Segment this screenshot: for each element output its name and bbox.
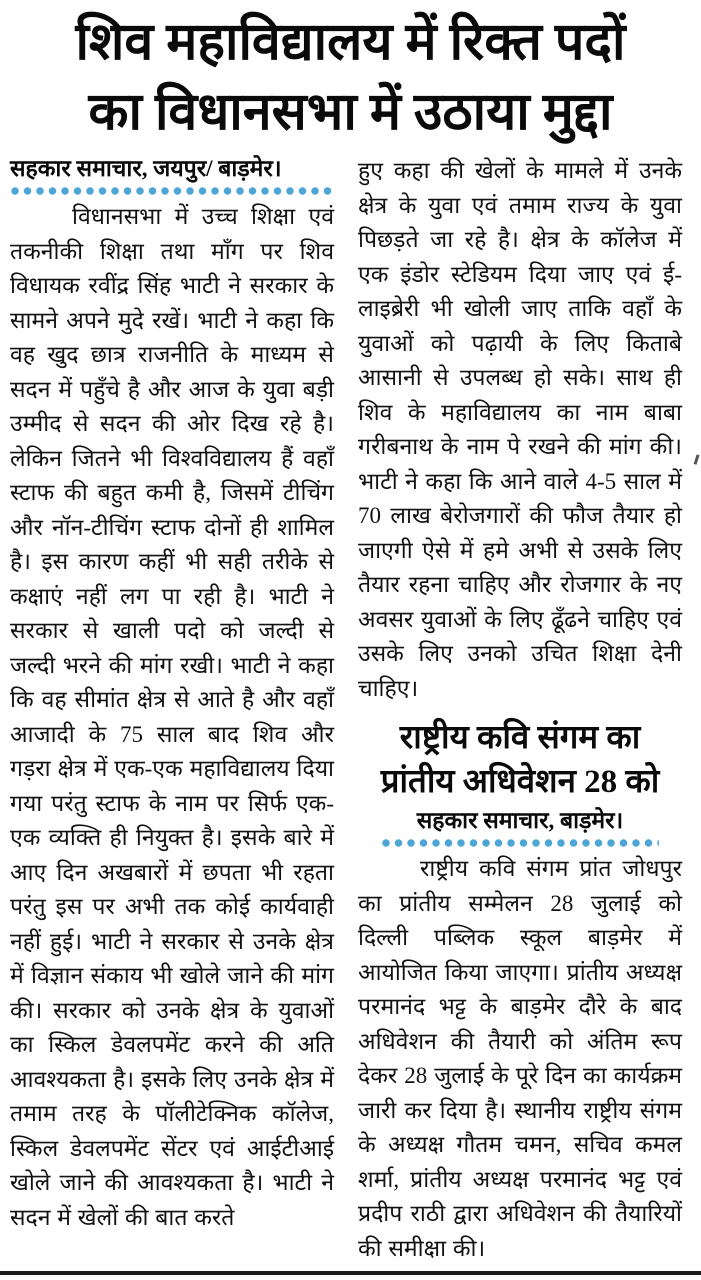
bottom-rule <box>0 1271 701 1275</box>
article2-headline <box>358 716 682 804</box>
dotted-separator <box>10 186 334 196</box>
dotted-separator <box>381 838 660 848</box>
right-column <box>358 154 682 1266</box>
article1-body-column2: हुए कहा की खेलों के मामले में उनके क्षेत्र के युवा एवं तमाम राज्य के युवा पिछड़ते जा रहे है। क्षेत्र के कॉलेज में एक इंडोर स्टेडियम दिया जाए एवं ई-लाइब्रेरी भी खोली जाए ताकि वहाँ के युवाओं को पढ़ायी के लिए किताबे आसानी से उपलब्ध हो सके। साथ ही शिव के महाविद्यालय का नाम बाबा गरीबनाथ के नाम पे रखने की मांग की। भाटी ने कहा कि आने वाले 4-5 साल में 70 लाख बेरोजगारों की फौज तैयार हो जाएगी ऐसे में हमे अभी से उसके लिए तैयार रहना चाहिए और रोजगार के नए अवसर युवाओं के लिए ढूँढने चाहिए एवं उसके लिए उनको उचित शिक्षा देनी चाहिए। <box>358 158 682 701</box>
article2-headline-line-1: राष्ट्रीय कवि संगम का <box>399 720 641 756</box>
article2-body: राष्ट्रीय कवि संगम प्रांत जोधपुर का प्रांतीय सम्मेलन 28 जुलाई को दिल्ली पब्लिक स्कूल बाड़मेर में आयोजित किया जाएगा। प्रांतीय अध्यक्ष परमानंद भट्ट के बाड़मेर दौरे के बाद अधिवेशन की तैयारी को अंतिम रूप देकर 28 जुलाई के पूरे दिन का कार्यक्रम जारी कर दिया है। स्थानीय राष्ट्रीय संगम के अध्यक्ष गौतम चमन, सचिव कमल शर्मा, प्रांतीय अध्यक्ष परमानंद भट्ट एवं प्रदीप राठी द्वारा अधिवेशन की तैयारियों की समीक्षा की। <box>358 856 682 1261</box>
headline-line-1: शिव महाविद्यालय में रिक्त पदों <box>75 14 626 71</box>
article1-byline: सहकार समाचार, जयपुर/ बाड़मेर। <box>10 156 282 181</box>
article2-headline-line-2: प्रांतीय अधिवेशन 28 को <box>380 764 660 800</box>
main-headline <box>6 8 695 148</box>
article-columns <box>6 154 695 1266</box>
headline-line-2: का विधानसभा में उठाया मुद्दा <box>88 84 613 141</box>
left-column <box>10 154 334 1266</box>
article2-byline: सहकार समाचार, बाड़मेर। <box>416 808 624 833</box>
article1-body-column1: विधानसभा में उच्च शिक्षा एवं तकनीकी शिक्षा तथा माँग पर शिव विधायक रवींद्र सिंह भाटी ने सरकार के सामने अपने मुदे रखें। भाटी ने कहा कि वह खुद छात्र राजनीति के माध्यम से सदन में पहुँचे है और आज के युवा बड़ी उम्मीद से सदन की ओर दिख रहे है। लेकिन जितने भी विश्वविद्यालय हैं वहाँ स्टाफ की बहुत कमी है, जिसमें टीचिंग और नॉन-टीचिंग स्टाफ दोनों ही शामिल है। इस कारण कहीं भी सही तरीके से कक्षाएं नहीं लग पा रही है। भाटी ने सरकार से खाली पदो को जल्दी से जल्दी भरने की मांग रखी। भाटी ने कहा कि वह सीमांत क्षेत्र से आते है और वहाँ आजादी के 75 साल बाद शिव और गड़रा क्षेत्र में एक-एक महाविद्यालय दिया गया परंतु स्टाफ के नाम पर सिर्फ एक-एक व्यक्ति ही नियुक्त है। इसके बारे में आए दिन अखबारों में छपता भी रहता परंतु इस पर अभी तक कोई कार्यवाही नहीं हुई। भाटी ने सरकार से उनके क्षेत्र में विज्ञान संकाय भी खोले जाने की मांग की। सरकार को उनके क्षेत्र के युवाओं का स्किल डेवलपमेंट करने की अति आवश्यकता है। इसके लिए उनके क्षेत्र में तमाम तरह के पॉलीटेक्निक कॉलेज, स्किल डेवलपमेंट सेंटर एवं आईटीआई खोले जाने की आवश्यकता है। भाटी ने सदन में खेलों की बात करते <box>10 204 334 1230</box>
